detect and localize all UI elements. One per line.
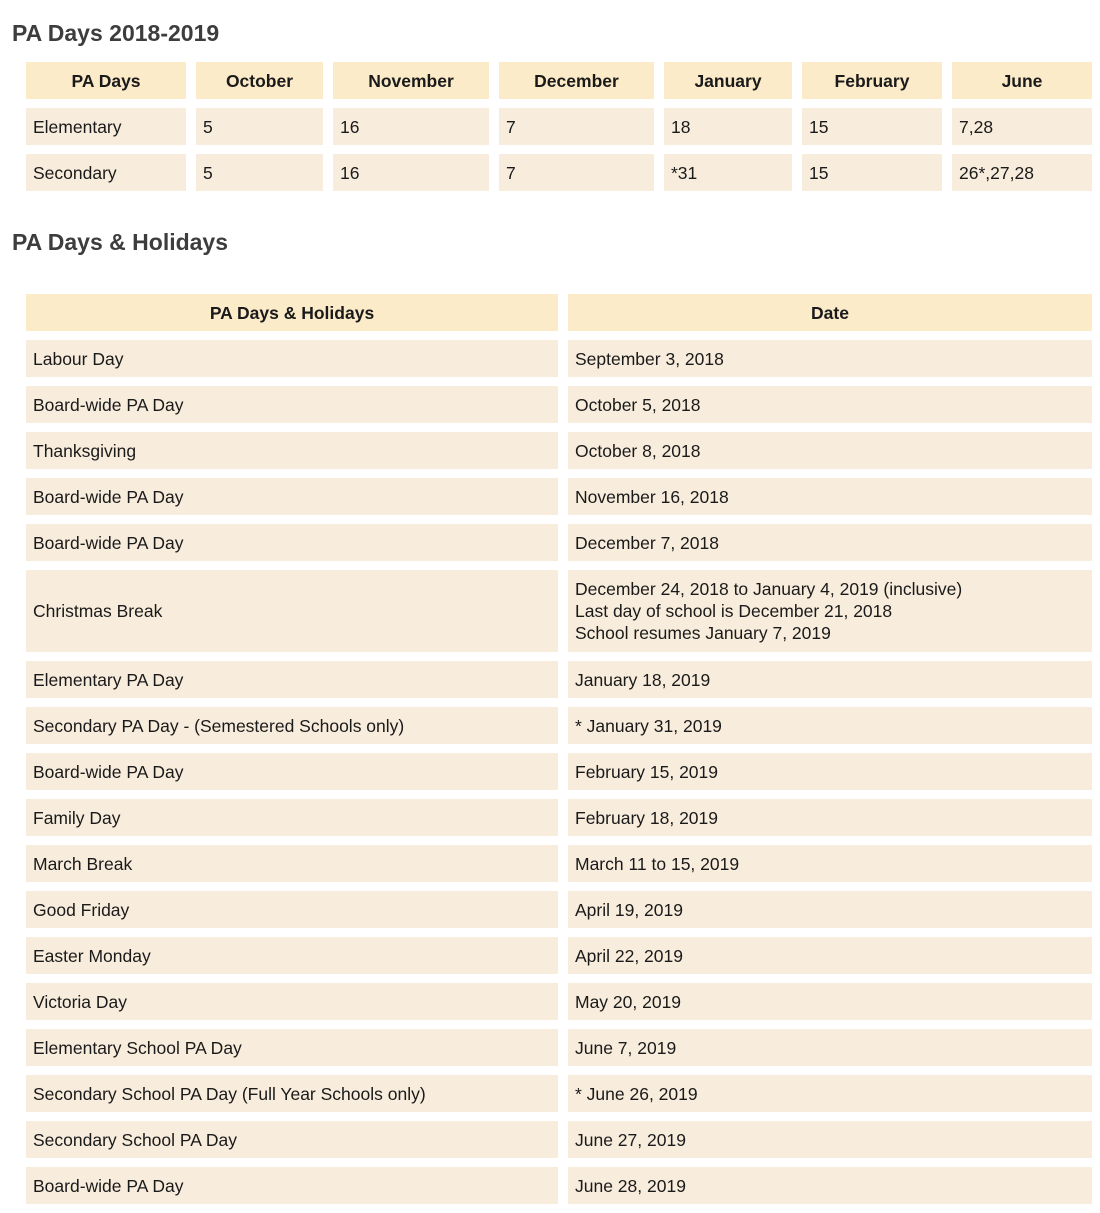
table-cell: 7	[499, 154, 654, 191]
table-row	[26, 478, 1092, 515]
date-line: December 24, 2018 to January 4, 2019 (inclusive)	[575, 579, 963, 599]
table-cell: 15	[802, 154, 942, 191]
holiday-date	[568, 340, 1092, 377]
table-row	[26, 799, 1092, 836]
table-row	[26, 108, 1092, 145]
holiday-date	[568, 891, 1092, 928]
table-cell: 18	[664, 108, 792, 145]
holiday-date	[568, 1029, 1092, 1066]
holiday-name: Secondary School PA Day (Full Year Schools only)	[26, 1075, 558, 1112]
holiday-name: Thanksgiving	[26, 432, 558, 469]
table-header-row	[26, 294, 1092, 331]
header-january: January	[664, 62, 792, 99]
holiday-name: Board-wide PA Day	[26, 1167, 558, 1204]
date-line: October 8, 2018	[575, 440, 701, 461]
date-line: Last day of school is December 21, 2018	[575, 601, 893, 621]
holiday-date	[568, 478, 1092, 515]
holiday-name: Board-wide PA Day	[26, 524, 558, 561]
holiday-date	[568, 432, 1092, 469]
row-label: Secondary	[26, 154, 186, 191]
holiday-date	[568, 937, 1092, 974]
table-row	[26, 707, 1092, 744]
table-row	[26, 432, 1092, 469]
holiday-name: Good Friday	[26, 891, 558, 928]
header-date: Date	[568, 294, 1092, 331]
holiday-name: Secondary School PA Day	[26, 1121, 558, 1158]
date-line: April 22, 2019	[575, 945, 683, 966]
holiday-date	[568, 983, 1092, 1020]
header-june: June	[952, 62, 1092, 99]
holiday-date	[568, 845, 1092, 882]
holidays-body	[26, 340, 1092, 1204]
date-line: October 5, 2018	[575, 394, 701, 415]
holiday-name: Victoria Day	[26, 983, 558, 1020]
date-line: February 15, 2019	[575, 761, 719, 782]
table-row	[26, 1029, 1092, 1066]
date-line: School resumes January 7, 2019	[575, 623, 831, 643]
holiday-date	[568, 753, 1092, 790]
date-line: November 16, 2018	[575, 486, 729, 507]
header-february: February	[802, 62, 942, 99]
table-row	[26, 386, 1092, 423]
table-cell: 7	[499, 108, 654, 145]
table-cell: 16	[333, 108, 489, 145]
table-cell: 5	[196, 154, 323, 191]
pa-days-table	[16, 53, 1100, 200]
holiday-name: Family Day	[26, 799, 558, 836]
date-line: March 11 to 15, 2019	[575, 853, 740, 874]
date-line: June 28, 2019	[575, 1175, 686, 1196]
holiday-name: Board-wide PA Day	[26, 386, 558, 423]
date-line: February 18, 2019	[575, 807, 719, 828]
holiday-name: Board-wide PA Day	[26, 478, 558, 515]
table-cell: 7,28	[952, 108, 1092, 145]
table-row	[26, 661, 1092, 698]
table-row	[26, 1167, 1092, 1204]
header-october: October	[196, 62, 323, 99]
table-row	[26, 1075, 1092, 1112]
holiday-date	[568, 386, 1092, 423]
table-header-row	[26, 62, 1092, 99]
date-line: June 27, 2019	[575, 1129, 686, 1150]
table-cell: 26*,27,28	[952, 154, 1092, 191]
header-pa-days: PA Days	[26, 62, 186, 99]
table-row	[26, 154, 1092, 191]
table-row	[26, 340, 1092, 377]
holiday-name: Secondary PA Day - (Semestered Schools only)	[26, 707, 558, 744]
table-row	[26, 845, 1092, 882]
holiday-name: Christmas Break	[26, 570, 558, 652]
holidays-title: PA Days & Holidays	[12, 229, 229, 255]
table-row	[26, 891, 1092, 928]
table-row	[26, 524, 1092, 561]
table-cell: 16	[333, 154, 489, 191]
table-row	[26, 753, 1092, 790]
row-label: Elementary	[26, 108, 186, 145]
date-line: * January 31, 2019	[575, 715, 722, 736]
table-cell: 5	[196, 108, 323, 145]
date-line: September 3, 2018	[575, 348, 724, 369]
date-line: December 7, 2018	[575, 532, 719, 553]
date-line: May 20, 2019	[575, 991, 682, 1012]
holiday-date	[568, 799, 1092, 836]
table-row	[26, 1121, 1092, 1158]
table-cell: *31	[664, 154, 792, 191]
pa-days-title: PA Days 2018-2019	[12, 20, 220, 46]
header-november: November	[333, 62, 489, 99]
holiday-date	[568, 1075, 1092, 1112]
holiday-name: March Break	[26, 845, 558, 882]
date-line: June 7, 2019	[575, 1037, 677, 1058]
holiday-date	[568, 707, 1092, 744]
holiday-date	[568, 1121, 1092, 1158]
holiday-date	[568, 661, 1092, 698]
date-line: * June 26, 2019	[575, 1083, 698, 1104]
holiday-name: Labour Day	[26, 340, 558, 377]
date-line: April 19, 2019	[575, 899, 683, 920]
table-row	[26, 937, 1092, 974]
holiday-name: Easter Monday	[26, 937, 558, 974]
table-row	[26, 570, 1092, 652]
holiday-name: Board-wide PA Day	[26, 753, 558, 790]
header-holiday-name: PA Days & Holidays	[26, 294, 558, 331]
holiday-date	[568, 570, 1092, 652]
date-line: January 18, 2019	[575, 669, 711, 690]
holiday-name: Elementary PA Day	[26, 661, 558, 698]
holidays-table	[16, 285, 1100, 1213]
header-december: December	[499, 62, 654, 99]
holiday-name: Elementary School PA Day	[26, 1029, 558, 1066]
table-row	[26, 983, 1092, 1020]
holiday-date	[568, 1167, 1092, 1204]
table-cell: 15	[802, 108, 942, 145]
holiday-date	[568, 524, 1092, 561]
